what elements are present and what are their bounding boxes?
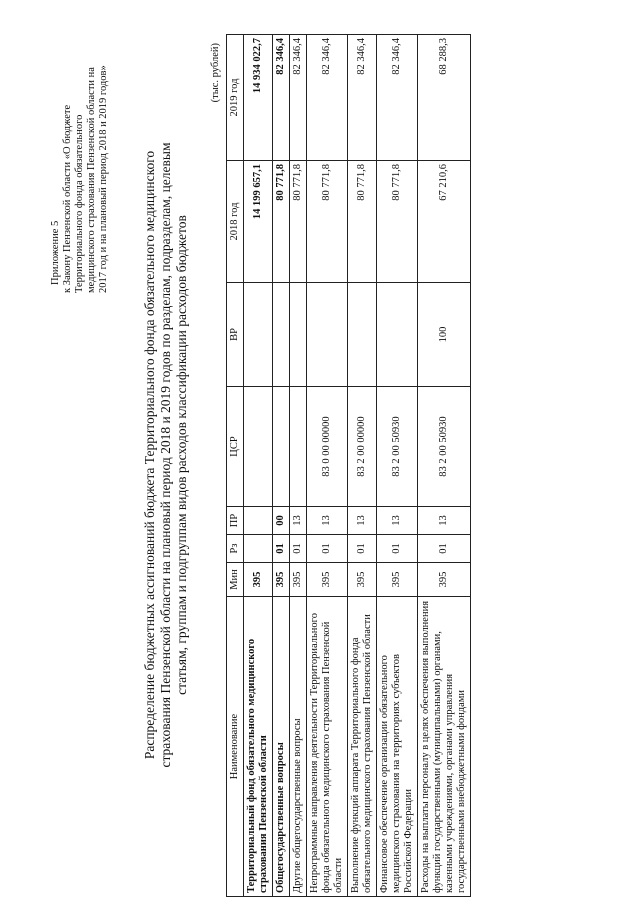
document-title <box>142 35 190 875</box>
header-min: Мин <box>227 563 244 597</box>
cell-2019: 82 346,4 <box>307 35 348 161</box>
table-row <box>307 35 348 897</box>
units-label: (тыс. рублей) <box>210 43 221 103</box>
cell-rz: 01 <box>273 535 290 563</box>
cell-2018: 80 771,8 <box>290 161 307 283</box>
cell-min: 395 <box>348 563 377 597</box>
cell-rz <box>244 535 273 563</box>
appendix-line: 2017 год и на плановый период 2018 и 2019 годов» <box>98 65 109 293</box>
cell-rz: 01 <box>377 535 418 563</box>
appendix-block <box>50 33 110 293</box>
header-csr: ЦСР <box>227 387 244 507</box>
cell-csr <box>290 387 307 507</box>
table-row <box>290 35 307 897</box>
cell-pr: 13 <box>377 507 418 535</box>
header-2019: 2019 год <box>227 35 244 161</box>
cell-vr <box>273 283 290 387</box>
cell-name: Непрограммные направления деятельности Территориального фонда обязательного медицинского страхования Пензенской области <box>307 597 348 897</box>
cell-name: Расходы на выплаты персоналу в целях обеспечения выполнения функций государственными (муниципальными) органами, казенными учреждениями, органами управления государственными внебюджетными фондами <box>418 597 471 897</box>
table-row <box>273 35 290 897</box>
cell-vr <box>244 283 273 387</box>
cell-2019: 82 346,4 <box>377 35 418 161</box>
cell-2019: 68 288,3 <box>418 35 471 161</box>
cell-rz: 01 <box>307 535 348 563</box>
cell-vr <box>307 283 348 387</box>
table-row <box>244 35 273 897</box>
cell-pr: 13 <box>307 507 348 535</box>
cell-name: Территориальный фонд обязательного медицинского страхования Пензенской области <box>244 597 273 897</box>
table-row <box>348 35 377 897</box>
cell-csr <box>244 387 273 507</box>
cell-2018: 80 771,8 <box>307 161 348 283</box>
cell-vr <box>290 283 307 387</box>
cell-pr: 13 <box>418 507 471 535</box>
cell-vr <box>377 283 418 387</box>
cell-2019: 14 934 022,7 <box>244 35 273 161</box>
header-name: Наименование <box>227 597 244 897</box>
cell-rz: 01 <box>348 535 377 563</box>
cell-vr: 100 <box>418 283 471 387</box>
cell-min: 395 <box>290 563 307 597</box>
cell-min: 395 <box>273 563 290 597</box>
cell-name: Другие общегосударственные вопросы <box>290 597 307 897</box>
header-2018: 2018 год <box>227 161 244 283</box>
budget-table <box>226 34 471 897</box>
table-row <box>377 35 418 897</box>
cell-name: Выполнение функций аппарата Территориального фонда обязательного медицинского страхования Пензенской области <box>348 597 377 897</box>
cell-2018: 80 771,8 <box>348 161 377 283</box>
table-row <box>418 35 471 897</box>
cell-csr: 83 2 00 50930 <box>377 387 418 507</box>
cell-min: 395 <box>307 563 348 597</box>
header-vr: ВР <box>227 283 244 387</box>
appendix-number: Приложение 5 <box>50 220 61 285</box>
cell-2018: 80 771,8 <box>377 161 418 283</box>
header-rz: Рз <box>227 535 244 563</box>
cell-csr: 83 0 00 00000 <box>307 387 348 507</box>
cell-pr: 00 <box>273 507 290 535</box>
cell-2019: 82 346,4 <box>273 35 290 161</box>
cell-2018: 80 771,8 <box>273 161 290 283</box>
cell-rz: 01 <box>418 535 471 563</box>
cell-vr <box>348 283 377 387</box>
title-line: страхования Пензенской области на плановый период 2018 и 2019 годов по разделам, подразделам, целевым <box>158 142 173 768</box>
cell-2019: 82 346,4 <box>290 35 307 161</box>
cell-2019: 82 346,4 <box>348 35 377 161</box>
appendix-line: медицинского страхования Пензенской области на <box>86 67 97 293</box>
cell-min: 395 <box>244 563 273 597</box>
title-line: статьям, группам и подгруппам видов расходов классификации расходов бюджетов <box>174 215 189 695</box>
cell-csr: 83 2 00 50930 <box>418 387 471 507</box>
table-header-row <box>227 35 244 897</box>
cell-rz: 01 <box>290 535 307 563</box>
appendix-line: к Закону Пензенской области «О бюджете <box>62 104 73 293</box>
cell-pr <box>244 507 273 535</box>
header-pr: ПР <box>227 507 244 535</box>
appendix-line: Территориального фонда обязательного <box>74 114 85 293</box>
cell-2018: 14 199 657,1 <box>244 161 273 283</box>
cell-2018: 67 210,6 <box>418 161 471 283</box>
cell-name: Финансовое обеспечение организации обязательного медицинского страхования на территориях субъектов Российской Федерации <box>377 597 418 897</box>
cell-min: 395 <box>377 563 418 597</box>
cell-min: 395 <box>418 563 471 597</box>
title-line: Распределение бюджетных ассигнований бюджета Территориального фонда обязательного медицинского <box>142 150 157 760</box>
cell-csr: 83 2 00 00000 <box>348 387 377 507</box>
cell-pr: 13 <box>290 507 307 535</box>
cell-pr: 13 <box>348 507 377 535</box>
cell-name: Общегосударственные вопросы <box>273 597 290 897</box>
table-body <box>244 35 471 897</box>
cell-csr <box>273 387 290 507</box>
